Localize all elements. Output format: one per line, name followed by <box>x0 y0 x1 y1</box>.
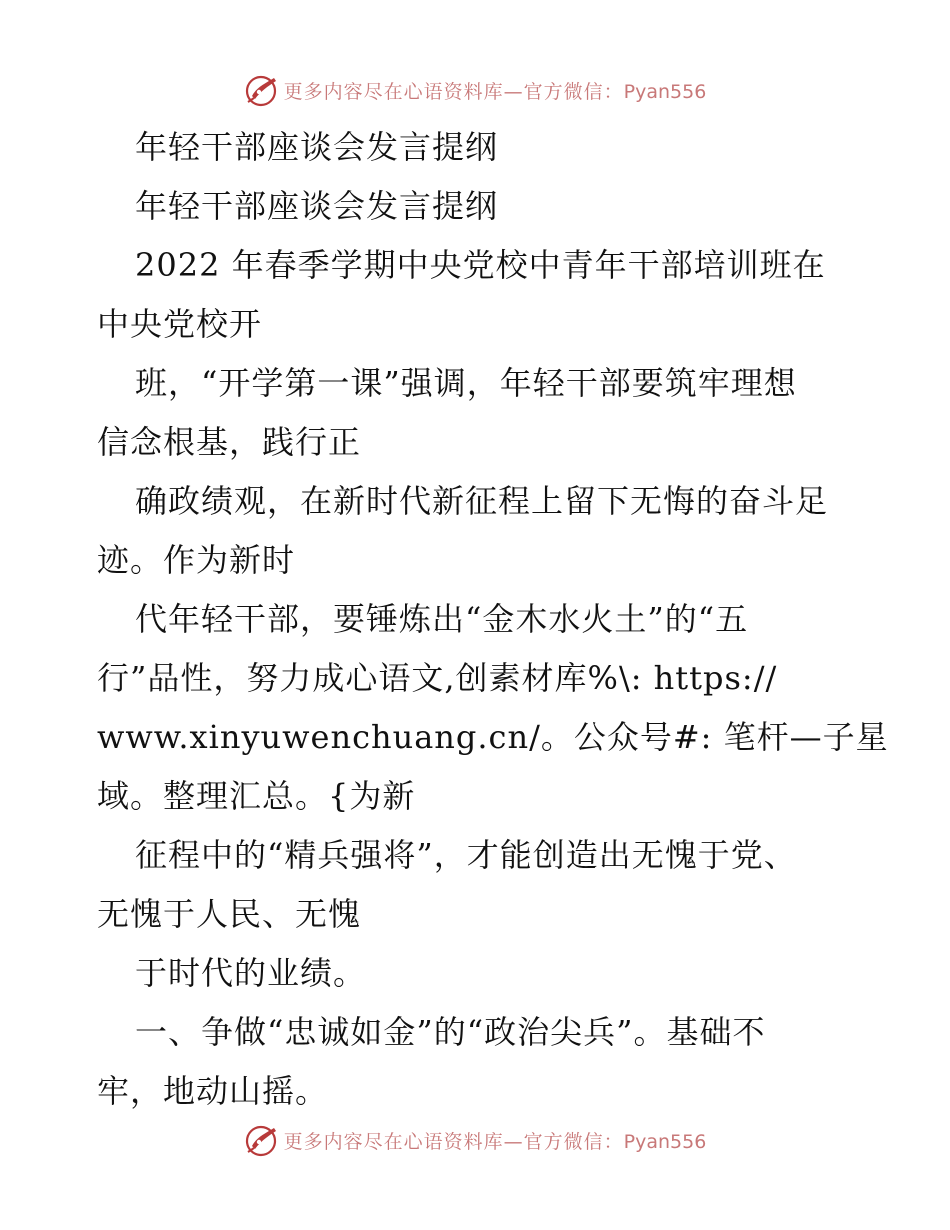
pen-nib-logo-icon <box>244 1122 280 1158</box>
paragraph-line: 中央党校开 <box>97 305 263 343</box>
paragraph-line: 确政绩观，在新时代新征程上留下无悔的奋斗足 <box>135 482 829 520</box>
paragraph-line: 牢，地动山摇。 <box>97 1072 329 1110</box>
paragraph-line: 行”品性，努力成心语文,创素材库%\: https:// <box>97 659 778 697</box>
header-banner <box>0 68 950 112</box>
paragraph-line: 信念根基，践行正 <box>97 423 362 461</box>
paragraph-line: 域。整理汇总。{为新 <box>97 777 416 815</box>
document-subtitle: 年轻干部座谈会发言提纲 <box>135 187 499 225</box>
paragraph-line: 征程中的“精兵强将”，才能创造出无愧于党、 <box>135 836 797 874</box>
paragraph-line: 于时代的业绩。 <box>135 954 367 992</box>
section-heading: 一、争做“忠诚如金”的“政治尖兵”。基础不 <box>135 1013 766 1051</box>
banner-text: 更多内容尽在心语资料库—官方微信：Pyan556 <box>283 80 707 103</box>
paragraph-line: 2022 年春季学期中央党校中青年干部培训班在 <box>135 246 826 284</box>
paragraph-line: 班，“开学第一课”强调，年轻干部要筑牢理想 <box>135 364 797 402</box>
footer-banner <box>0 1118 950 1162</box>
wechat-handle: Pyan556 <box>623 80 707 103</box>
document-body <box>97 118 889 1121</box>
paragraph-line: 代年轻干部，要锤炼出“金木水火土”的“五 <box>135 600 749 638</box>
pen-nib-logo-icon <box>244 72 280 108</box>
wechat-handle: Pyan556 <box>623 1130 707 1153</box>
paragraph-line: www.xinyuwenchuang.cn/。公众号#: 笔杆—子星 <box>97 718 889 756</box>
paragraph-line: 迹。作为新时 <box>97 541 296 579</box>
banner-text: 更多内容尽在心语资料库—官方微信：Pyan556 <box>283 1130 707 1153</box>
paragraph-line: 无愧于人民、无愧 <box>97 895 362 933</box>
document-title: 年轻干部座谈会发言提纲 <box>135 128 499 166</box>
